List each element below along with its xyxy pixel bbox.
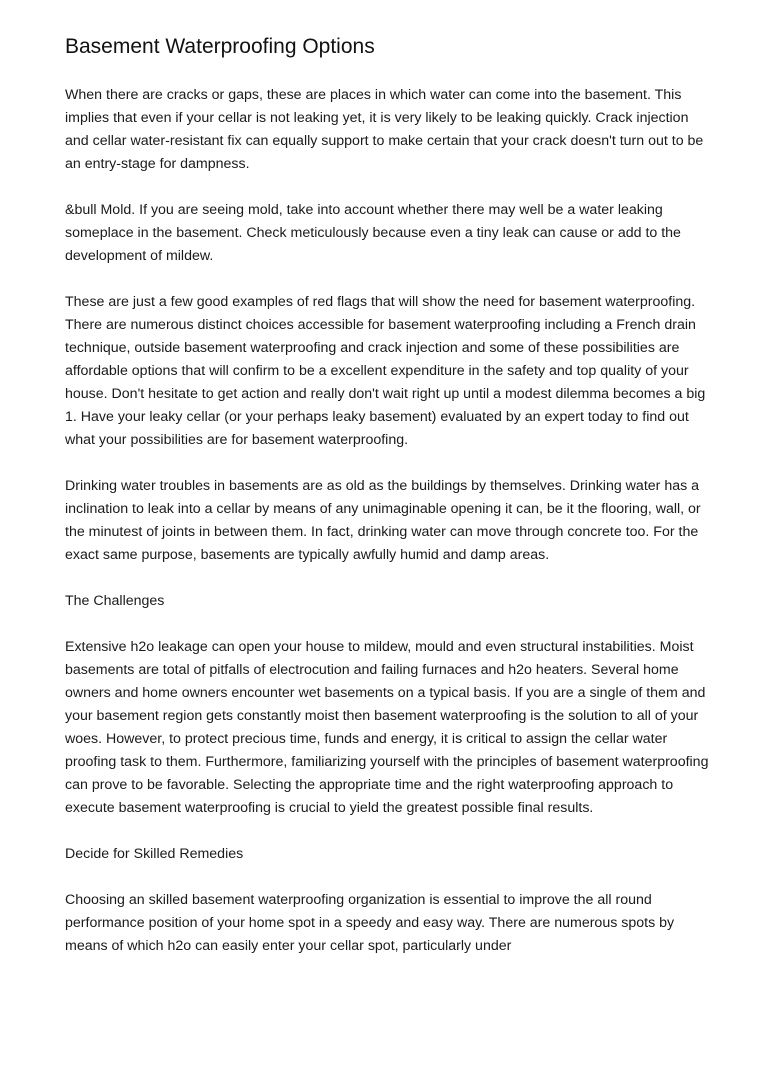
paragraph-mold: &bull Mold. If you are seeing mold, take into account whether there may well be a water leaking someplace in the basement. Check meticulously because even a tiny leak can cause or add to the development of mildew. (65, 202, 681, 264)
section-heading-challenges: The Challenges (65, 593, 165, 609)
paragraph-red-flags: These are just a few good examples of red flags that will show the need for basement waterproofing. There are numerous distinct choices accessible for basement waterproofing including a French drain technique, outside basement waterproofing and crack injection and some of these possibilities are affordable options that will confirm to be a excellent expenditure in the safety and top quality of your house. Don't hesitate to get action and really don't wait right up until a modest dilemma becomes a big 1. Have your leaky cellar (or your perhaps leaky basement) evaluated by an expert today to find out what your possibilities are for basement waterproofing. (65, 294, 706, 448)
page-title: Basement Waterproofing Options (65, 35, 375, 58)
paragraph-leakage: Extensive h2o leakage can open your house to mildew, mould and even structural instabilities. Moist basements are total of pitfalls of electrocution and failing furnaces and h2o heaters. Several home owners and home owners encounter wet basements on a typical basis. If you are a single of them and your basement region gets constantly moist then basement waterproofing is the solution to all of your woes. However, to protect precious time, funds and energy, it is critical to assign the cellar water proofing task to them. Furthermore, familiarizing yourself with the principles of basement waterproofing can prove to be favorable. Selecting the appropriate time and the right waterproofing approach to execute basement waterproofing is crucial to yield the greatest possible final results. (65, 639, 709, 816)
document-page (65, 32, 715, 981)
paragraph-water-troubles: Drinking water troubles in basements are as old as the buildings by themselves. Drinking water has a inclination to leak into a cellar by means of any unimaginable opening it can, be it the flooring, wall, or the minutest of joints in between them. In fact, drinking water can move through concrete too. For the exact same purpose, basements are typically awfully humid and damp areas. (65, 478, 701, 563)
paragraph-cracks: When there are cracks or gaps, these are places in which water can come into the basement. This implies that even if your cellar is not leaking yet, it is very likely to be leaking quickly. Crack injection and cellar water-resistant fix can equally support to make certain that your crack doesn't turn out to be an entry-stage for dampness. (65, 87, 704, 172)
section-heading-skilled-remedies: Decide for Skilled Remedies (65, 846, 244, 862)
paragraph-choosing-company: Choosing an skilled basement waterproofing organization is essential to improve the all round performance position of your home spot in a speedy and easy way. There are numerous spots by means of which h2o can easily enter your cellar spot, particularly under (65, 892, 675, 954)
